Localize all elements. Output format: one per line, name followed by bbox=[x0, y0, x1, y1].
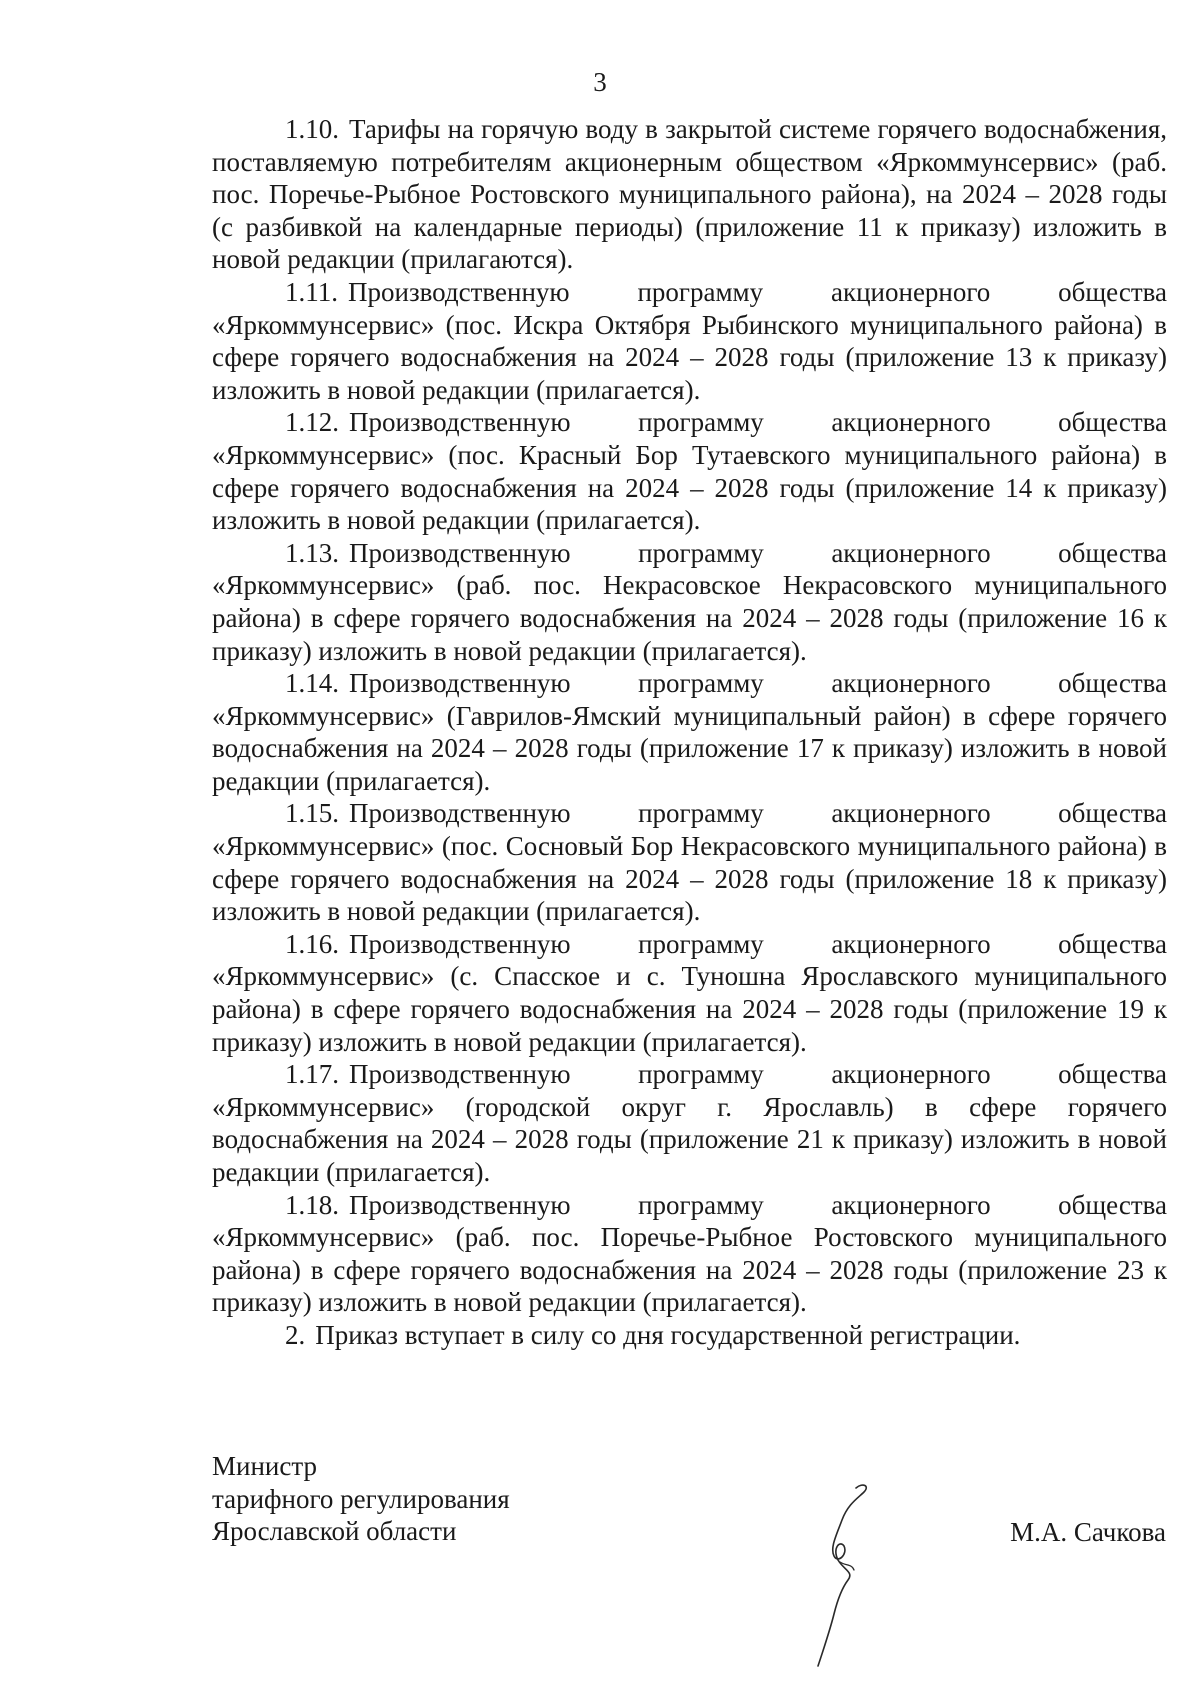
paragraph-1-12 bbox=[212, 406, 1167, 536]
handwritten-signature bbox=[808, 1480, 898, 1670]
paragraph-number: 1.14. bbox=[285, 668, 339, 699]
paragraph-2 bbox=[212, 1319, 1167, 1352]
paragraph-number: 1.17. bbox=[285, 1059, 339, 1090]
paragraph-1-13 bbox=[212, 537, 1167, 667]
paragraph-text: Производственную программу акционерного общества «Яркоммунсервис» (пос. Сосновый Бор Некрасовского муниципального района) в сфере горячего водоснабжения на 2024 – 2028 годы (приложение 18 к приказу) изложить в новой редакции (прилагается). bbox=[212, 798, 1167, 927]
paragraph-number: 2. bbox=[285, 1319, 306, 1350]
paragraph-number: 1.12. bbox=[285, 407, 339, 438]
paragraph-1-10 bbox=[212, 113, 1167, 276]
paragraph-1-17 bbox=[212, 1058, 1167, 1188]
signer-position-line: Ярославской области bbox=[212, 1516, 457, 1547]
paragraph-text: Производственную программу акционерного общества «Яркоммунсервис» (городской округ г. Ярославль) в сфере горячего водоснабжения на 2024 – 2028 годы (приложение 21 к приказу) изложить в новой редакции (прилагается). bbox=[212, 1059, 1167, 1187]
signer-position-line: тарифного регулирования bbox=[212, 1483, 510, 1514]
paragraph-text: Приказ вступает в силу со дня государственной регистрации. bbox=[315, 1319, 1021, 1350]
paragraph-number: 1.16. bbox=[285, 928, 339, 959]
paragraph-number: 1.11. bbox=[285, 276, 338, 307]
paragraph-text: Производственную программу акционерного общества «Яркоммунсервис» (пос. Красный Бор Тутаевского муниципального района) в сфере горячего водоснабжения на 2024 – 2028 годы (приложение 14 к приказу) изложить в новой редакции (прилагается). bbox=[212, 407, 1167, 536]
document-body bbox=[212, 113, 1167, 1352]
paragraph-1-11 bbox=[212, 276, 1167, 406]
paragraph-1-18 bbox=[212, 1189, 1167, 1319]
signer-name: М.А. Сачкова bbox=[1010, 1517, 1166, 1547]
paragraph-number: 1.10. bbox=[285, 114, 339, 144]
paragraph-number: 1.15. bbox=[285, 798, 339, 829]
paragraph-1-16 bbox=[212, 928, 1167, 1058]
paragraph-text: Производственную программу акционерного общества «Яркоммунсервис» (Гаврилов-Ямский муниципальный район) в сфере горячего водоснабжения на 2024 – 2028 годы (приложение 17 к приказу) изложить в новой редакции (прилагается). bbox=[212, 668, 1167, 796]
signer-position bbox=[212, 1450, 510, 1548]
paragraph-text: Производственную программу акционерного общества «Яркоммунсервис» (пос. Искра Октября Рыбинского муниципального района) в сфере горячего водоснабжения на 2024 – 2028 годы (приложение 13 к приказу) изложить в новой редакции (прилагается). bbox=[212, 276, 1167, 405]
paragraph-number: 1.18. bbox=[285, 1189, 339, 1220]
paragraph-1-15 bbox=[212, 797, 1167, 927]
paragraph-text: Производственную программу акционерного общества «Яркоммунсервис» (раб. пос. Некрасовское Некрасовского муниципального района) в сфере горячего водоснабжения на 2024 – 2028 годы (приложение 16 к приказу) изложить в новой редакции (прилагается). bbox=[212, 537, 1167, 666]
paragraph-text: Тарифы на горячую воду в закрытой системе горячего водоснабжения, поставляемую потребителям акционерным обществом «Яркоммунсервис» (раб. пос. Поречье-Рыбное Ростовского муниципального района), на 2024 – 2028 годы (с разбивкой на календарные периоды) (приложение 11 к приказу) изложить в новой редакции (прилагаются). bbox=[212, 114, 1167, 275]
paragraph-text: Производственную программу акционерного общества «Яркоммунсервис» (раб. пос. Поречье-Рыбное Ростовского муниципального района) в сфере горячего водоснабжения на 2024 – 2028 годы (приложение 23 к приказу) изложить в новой редакции (прилагается). bbox=[212, 1189, 1167, 1318]
paragraph-number: 1.13. bbox=[285, 537, 339, 568]
signer-position-line: Министр bbox=[212, 1451, 317, 1481]
paragraph-text: Производственную программу акционерного общества «Яркоммунсервис» (с. Спасское и с. Туношна Ярославского муниципального района) в сфере горячего водоснабжения на 2024 – 2028 годы (приложение 19 к приказу) изложить в новой редакции (прилагается). bbox=[212, 928, 1167, 1057]
page-number: 3 bbox=[593, 67, 607, 97]
paragraph-1-14 bbox=[212, 667, 1167, 797]
